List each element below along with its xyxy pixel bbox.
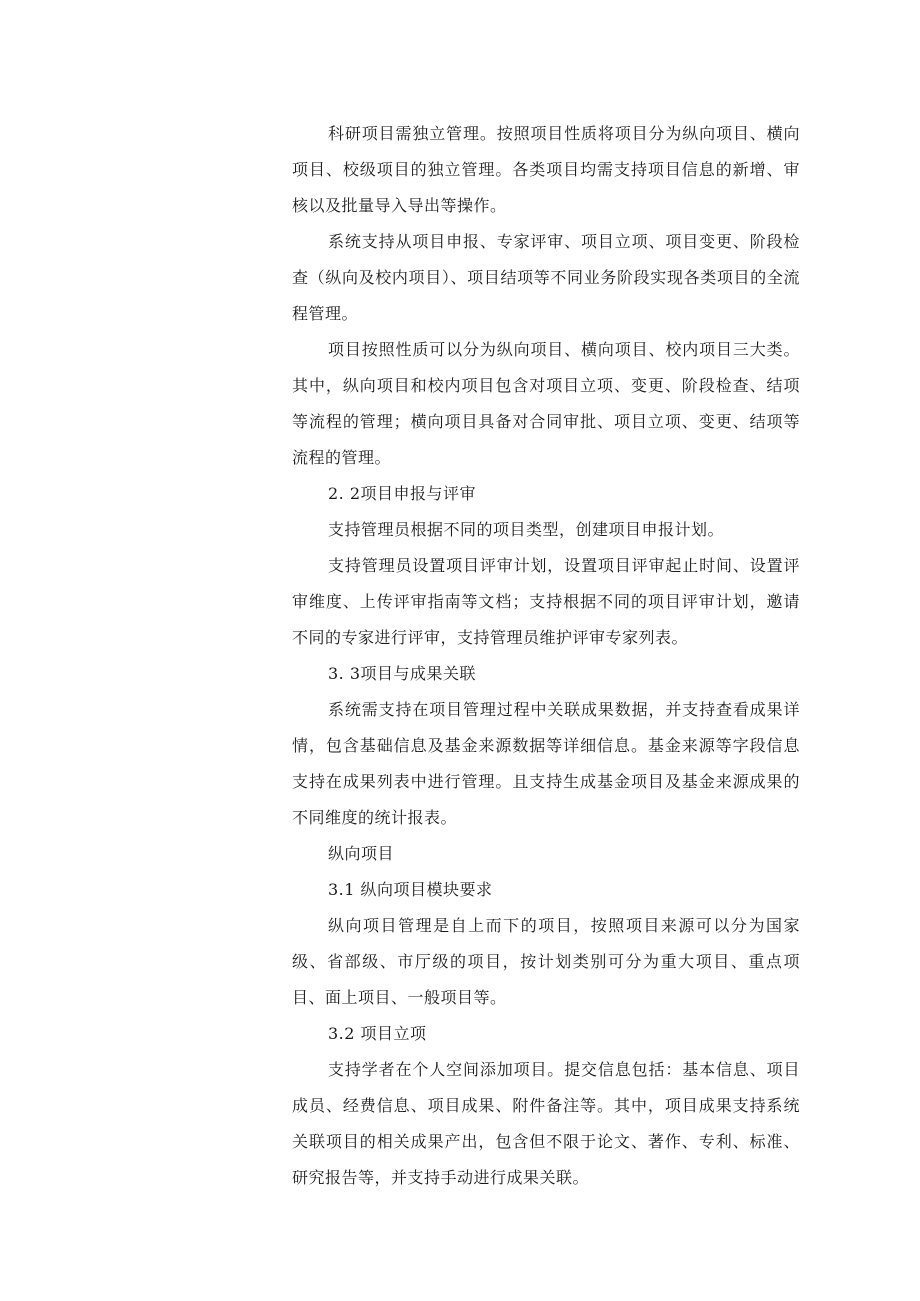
paragraph-results-link: 系统需支持在项目管理过程中关联成果数据，并支持查看成果详情，包含基础信息及基金来源数据等详细信息。基金来源等字段信息支持在成果列表中进行管理。且支持生成基金项目及基金来源成果的不同维度的统计报表。 xyxy=(292,700,800,827)
section-heading-3-3: 3. 3项目与成果关联 xyxy=(328,664,477,683)
paragraph-full-lifecycle: 系统支持从项目申报、专家评审、项目立项、项目变更、阶段检查（纵向及校内项目）、项目结项等不同业务阶段实现各类项目的全流程管理。 xyxy=(292,232,800,323)
section-heading-vertical-projects: 纵向项目 xyxy=(328,844,395,863)
document-body xyxy=(292,116,800,1196)
section-heading-3-1: 3.1 纵向项目模块要求 xyxy=(328,880,493,899)
paragraph-project-types: 项目按照性质可以分为纵向项目、横向项目、校内项目三大类。其中，纵向项目和校内项目包含对项目立项、变更、阶段检查、结项等流程的管理；横向项目具备对合同审批、项目立项、变更、结项等流程的管理。 xyxy=(292,340,800,467)
section-heading-2-2: 2. 2项目申报与评审 xyxy=(328,484,477,503)
section-heading-3-2: 3.2 项目立项 xyxy=(328,1024,427,1043)
paragraph-project-categories: 科研项目需独立管理。按照项目性质将项目分为纵向项目、横向项目、校级项目的独立管理。各类项目均需支持项目信息的新增、审核以及批量导入导出等操作。 xyxy=(292,124,800,215)
paragraph-review-plan: 支持管理员设置项目评审计划，设置项目评审起止时间、设置评审维度、上传评审指南等文档；支持根据不同的项目评审计划，邀请不同的专家进行评审，支持管理员维护评审专家列表。 xyxy=(292,556,800,647)
paragraph-vertical-definition: 纵向项目管理是自上而下的项目，按照项目来源可以分为国家级、省部级、市厅级的项目，按计划类别可分为重大项目、重点项目、面上项目、一般项目等。 xyxy=(292,916,800,1007)
paragraph-project-initiation: 支持学者在个人空间添加项目。提交信息包括：基本信息、项目成员、经费信息、项目成果、附件备注等。其中，项目成果支持系统关联项目的相关成果产出，包含但不限于论文、著作、专利、标准、研究报告等，并支持手动进行成果关联。 xyxy=(292,1060,800,1187)
paragraph-application-plan: 支持管理员根据不同的项目类型，创建项目申报计划。 xyxy=(328,520,725,539)
